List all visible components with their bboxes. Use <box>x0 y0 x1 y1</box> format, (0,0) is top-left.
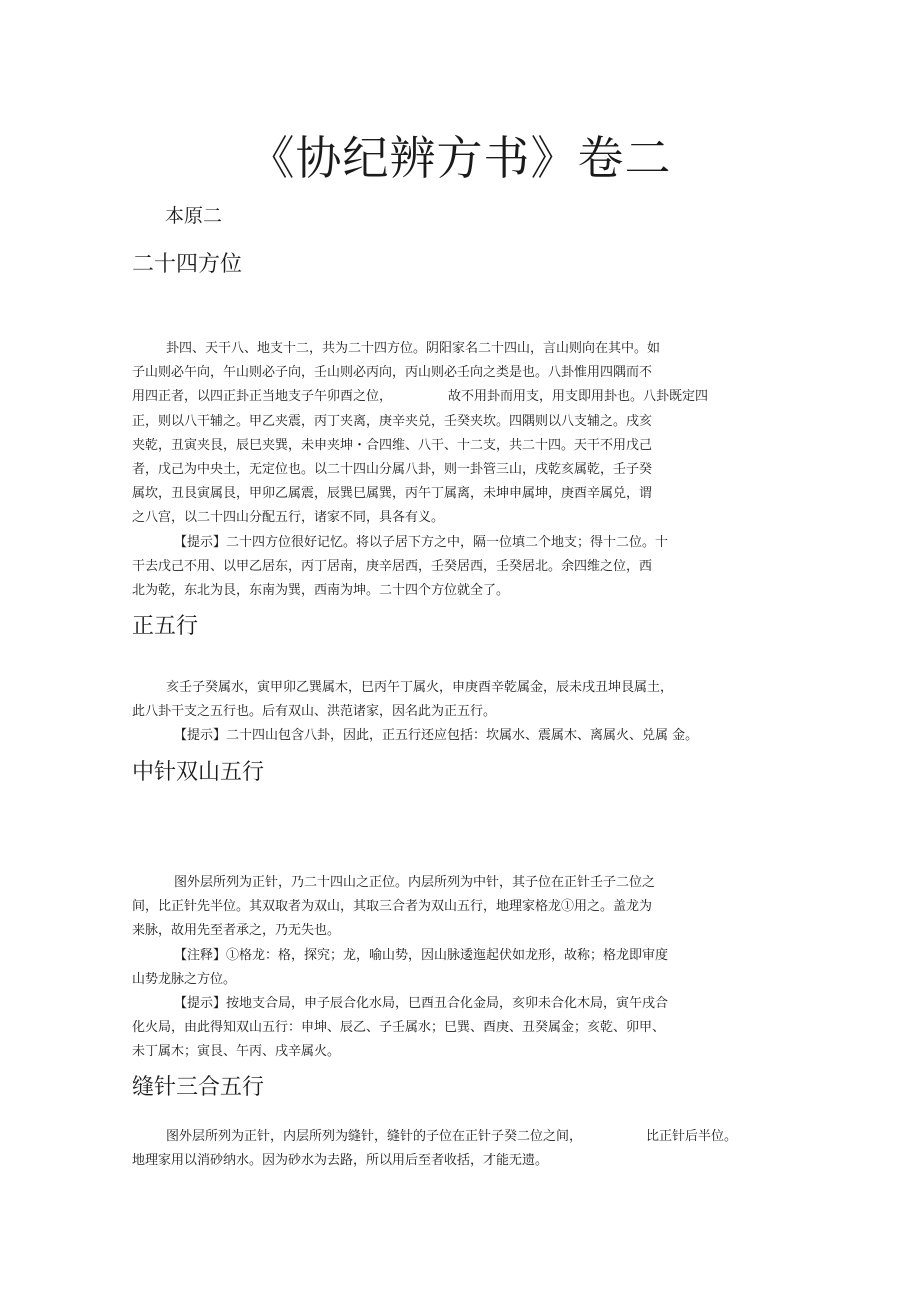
text-line: 山势龙脉之方位。 <box>132 971 237 987</box>
text-line: 此八卦干支之五行也。后有双山、洪范诸家，因名此为正五行。 <box>132 704 497 720</box>
text-line: 卦四、天干八、地支十二，共为二十四方位。阴阳家名二十四山，言山则向在其中。如 <box>166 341 661 356</box>
text-line: 之八宫，以二十四山分配五行，诸家不同，具各有义。 <box>132 510 445 526</box>
note-line: 【注释】①格龙：格，探究；龙，喻山势，因山脉逶迤起伏如龙形，故称；格龙即审度 <box>174 947 669 963</box>
text-line: 间，比正针先半位。其双取者为双山，其取三合者为双山五行，地理家格龙①用之。盖龙为 <box>132 899 653 915</box>
chapter-subtitle: 本原二 <box>165 205 223 227</box>
hint-line: 【提示】按地支合局，申子辰合化水局，巳酉丑合化金局，亥卯未合化木局，寅午戌合 <box>174 995 669 1011</box>
text-line: 来脉，故用先至者承之，乃无失也。 <box>132 923 341 939</box>
text-line: 图外层所列为正针，乃二十四山之正位。内层所列为中针，其子位在正针壬子二位之 <box>174 875 656 890</box>
section-heading-zhongzhen-shuangshan: 中针双山五行 <box>132 760 265 785</box>
text-line: 地理家用以消砂纳水。因为砂水为去路，所以用后至者收括，才能无遗。 <box>132 1153 549 1169</box>
text-segment: 故不用卦而用支，用支即用卦也。八卦既定四 <box>448 389 709 405</box>
text-line: 正，则以八干辅之。甲乙夹震，丙丁夹离，庚辛夹兑，壬癸夹坎。四隅则以八支辅之。戌亥 <box>132 413 653 429</box>
text-line <box>132 1125 738 1149</box>
section-body-zheng-wuxing <box>132 676 732 749</box>
text-segment: 比正针后半位。 <box>646 1129 738 1144</box>
section-body-twenty-four-directions <box>132 337 732 603</box>
hint-line: 【提示】二十四方位很好记忆。将以子居下方之中，隔一位填二个地支；得十二位。十 <box>174 534 669 550</box>
section-heading-twenty-four-directions: 二十四方位 <box>132 252 243 277</box>
text-line: 干去戊己不用、以甲乙居东，丙丁居南，庚辛居西，壬癸居西，壬癸居北。余四维之位，西 <box>132 558 653 574</box>
text-line: 北为乾，东北为艮，东南为巽，西南为坤。二十四个方位就全了。 <box>132 582 510 598</box>
text-line: 夹乾，丑寅夹艮，辰巳夹巽，未申夹坤・合四维、八干、十二支，共二十四。天干不用戊己 <box>132 437 653 453</box>
text-line: 未丁属木；寅艮、午丙、戌辛属火。 <box>132 1044 341 1060</box>
section-heading-zheng-wuxing: 正五行 <box>132 614 199 639</box>
text-line: 亥壬子癸属水，寅甲卯乙巽属木，巳丙午丁属火，申庚酉辛乾属金，辰未戌丑坤艮属土， <box>166 680 674 695</box>
text-line: 者，戊己为中央土，无定位也。以二十四山分属八卦，则一卦管三山，戌乾亥属乾，壬子癸 <box>132 461 653 477</box>
text-line <box>132 385 732 409</box>
section-body-fengzhen-sanhe <box>132 1125 738 1173</box>
section-body-zhongzhen-shuangshan <box>132 871 732 1065</box>
text-line: 子山则必午向，午山则必子向，壬山则必丙向，丙山则必壬向之类是也。八卦惟用四隅而不 <box>132 365 653 381</box>
text-segment: 图外层所列为正针，内层所列为缝针，缝针的子位在正针子癸二位之间， <box>166 1129 583 1144</box>
section-heading-fengzhen-sanhe: 缝针三合五行 <box>132 1075 265 1100</box>
text-segment: 用四正者，以四正卦正当地支子午卯酉之位， <box>132 389 393 405</box>
document-title: 《协纪辨方书》卷二 <box>248 131 672 185</box>
hint-line: 【提示】二十四山包含八卦，因此，正五行还应包括：坎属水、震属木、离属火、兑属 金。 <box>174 728 699 744</box>
text-line: 属坎，丑艮寅属艮，甲卯乙属震，辰巽巳属巽，丙午丁属离，未坤申属坤，庚酉辛属兑，谓 <box>132 486 653 502</box>
text-line: 化火局，由此得知双山五行：申坤、辰乙、子壬属水；巳巽、酉庚、丑癸属金；亥乾、卯甲、 <box>132 1020 666 1036</box>
